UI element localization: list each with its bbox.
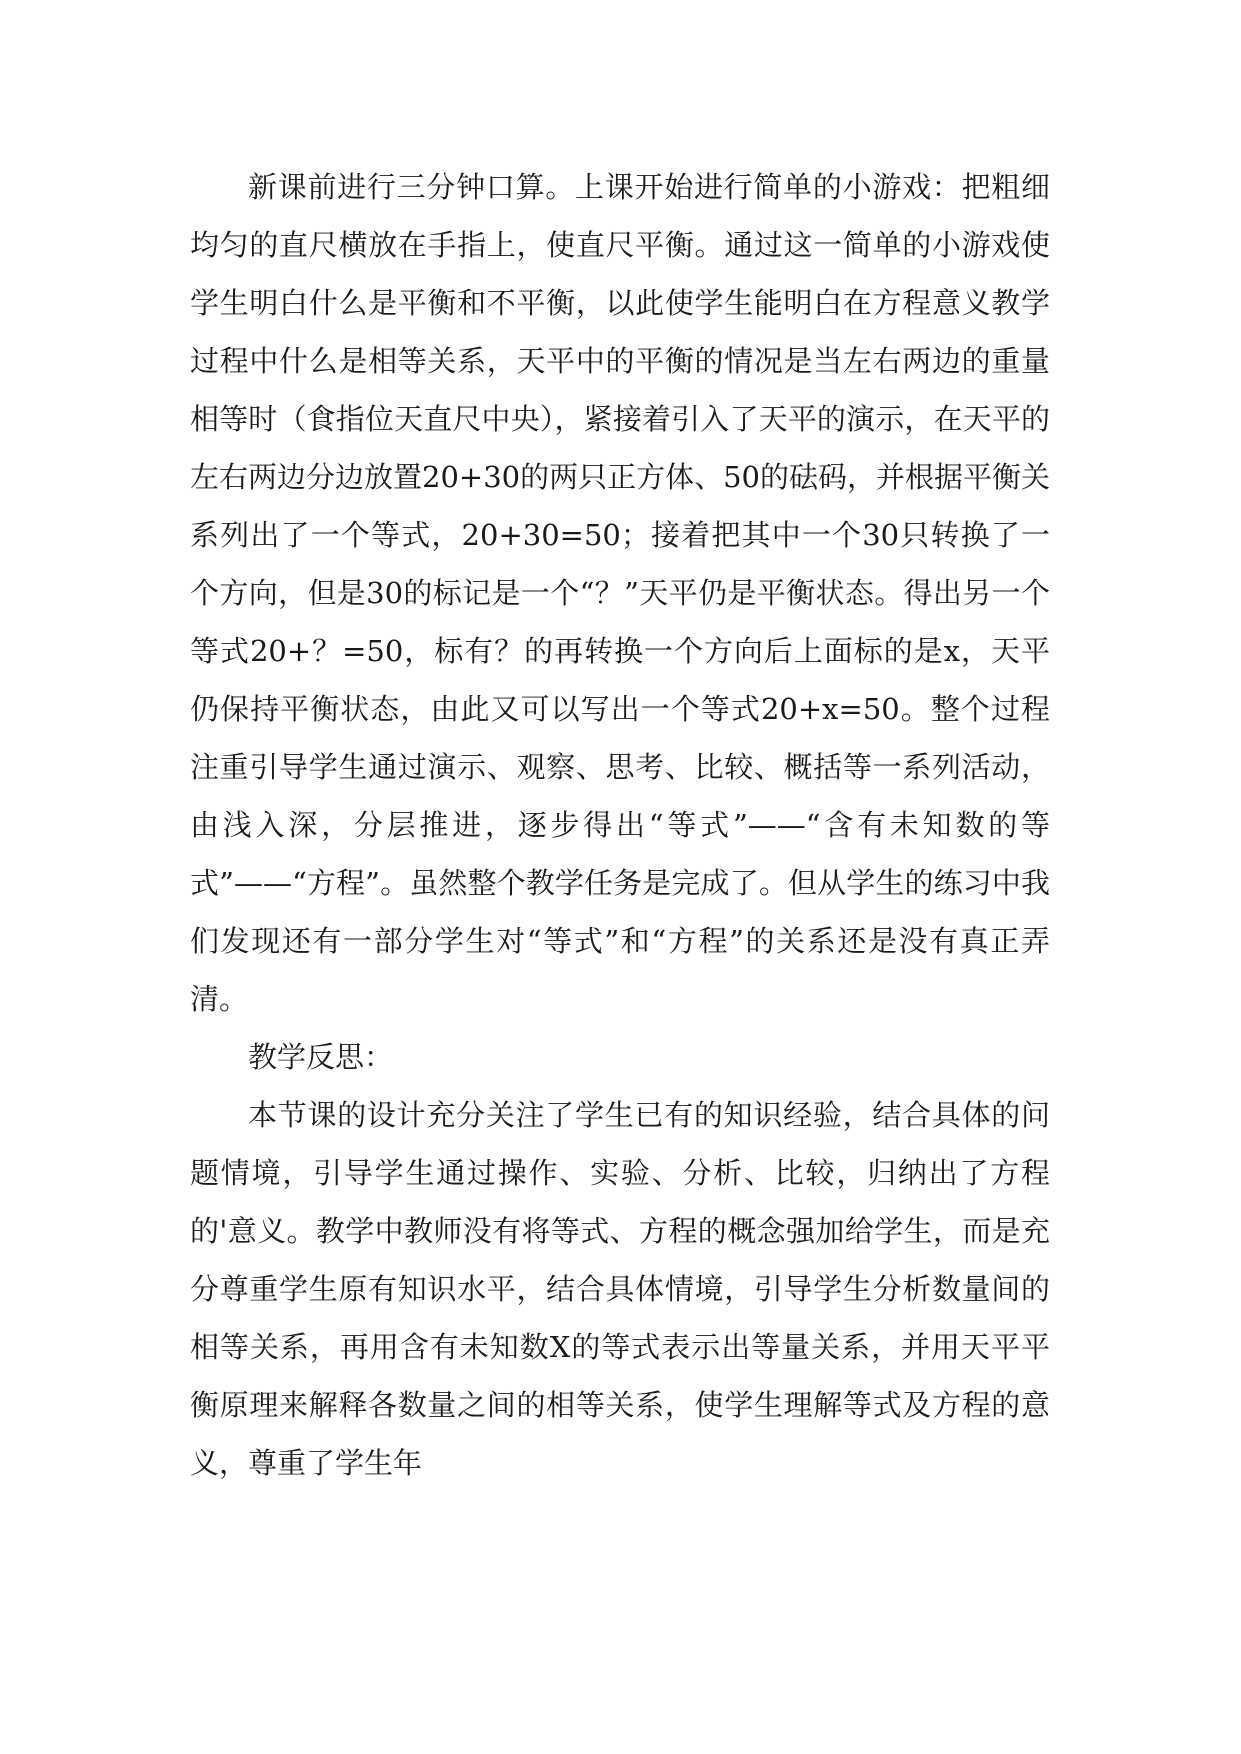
body-text [190, 158, 1050, 1492]
paragraph-lesson-description: 新课前进行三分钟口算。上课开始进行简单的小游戏：把粗细均匀的直尺横放在手指上，使直尺平衡。通过这一简单的小游戏使学生明白什么是平衡和不平衡，以此使学生能明白在方程意义教学过程中什么是相等关系，天平中的平衡的情况是当左右两边的重量相等时（食指位天直尺中央），紧接着引入了天平的演示，在天平的左右两边分边放置20+30的两只正方体、50的砝码，并根据平衡关系列出了一个等式，20+30=50；接着把其中一个30只转换了一个方向，但是30的标记是一个“？”天平仍是平衡状态。得出另一个等式20+？=50，标有？的再转换一个方向后上面标的是x，天平仍保持平衡状态，由此又可以写出一个等式20+x=50。整个过程注重引导学生通过演示、观察、思考、比较、概括等一系列活动，由浅入深，分层推进，逐步得出“等式”——“含有未知数的等式”——“方程”。虽然整个教学任务是完成了。但从学生的练习中我们发现还有一部分学生对“等式”和“方程”的关系还是没有真正弄清。 [190, 170, 1051, 1016]
paragraph-reflection-heading: 教学反思： [248, 1040, 394, 1074]
paragraph-reflection-body: 本节课的设计充分关注了学生已有的知识经验，结合具体的问题情境，引导学生通过操作、实验、分析、比较，归纳出了方程的'意义。教学中教师没有将等式、方程的概念强加给学生，而是充分尊重学生原有知识水平，结合具体情境，引导学生分析数量间的相等关系，再用含有未知数X的等式表示出等量关系，并用天平平衡原理来解释各数量之间的相等关系，使学生理解等式及方程的意义，尊重了学生年 [190, 1098, 1050, 1480]
